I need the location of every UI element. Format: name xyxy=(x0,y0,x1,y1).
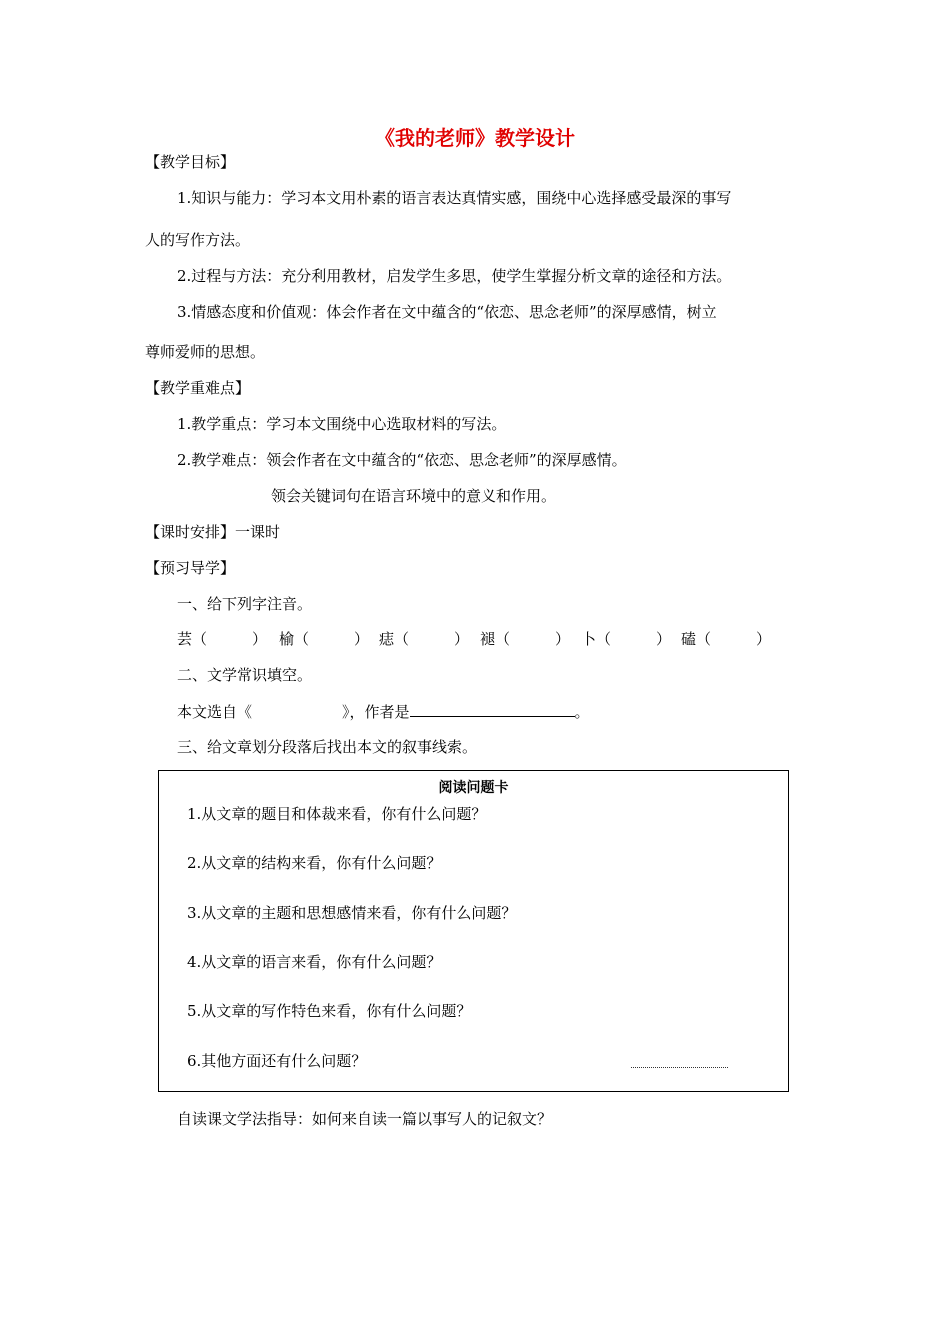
key-point-2-continued: 领会关键词句在语言环境中的意义和作用。 xyxy=(271,487,557,505)
author-blank[interactable] xyxy=(410,701,575,717)
preview-heading: 【预习导学】 xyxy=(145,559,236,577)
goal-3-line-2: 尊师爱师的思想。 xyxy=(145,343,266,361)
schedule: 【课时安排】一课时 xyxy=(145,523,281,541)
page-title: 《我的老师》教学设计 xyxy=(375,126,575,150)
card-question: 1.从文章的题目和体裁来看，你有什么问题？ xyxy=(187,805,487,823)
goal-1-line-2: 人的写作方法。 xyxy=(145,231,251,249)
pinyin-item: 榆（ ） xyxy=(279,630,370,648)
card-question: 3.从文章的主题和思想感情来看，你有什么问题？ xyxy=(187,904,517,922)
pinyin-item: 磕（ ） xyxy=(681,630,772,648)
card-question: 2.从文章的结构来看，你有什么问题？ xyxy=(187,854,442,872)
fill-in-end: 。 xyxy=(574,703,590,721)
pinyin-item: 卜（ ） xyxy=(581,630,672,648)
task-2: 二、文学常识填空。 xyxy=(177,666,313,684)
goals-heading: 【教学目标】 xyxy=(145,153,236,171)
card-question: 6.其他方面还有什么问题？ xyxy=(187,1052,367,1070)
fill-in-text: 本文选自《 》，作者是 xyxy=(177,703,410,721)
goal-1-line-1: 1.知识与能力：学习本文用朴素的语言表达真情实感，围绕中心选择感受最深的事写 xyxy=(177,189,732,207)
card-title: 阅读问题卡 xyxy=(438,780,509,796)
card-question: 5.从文章的写作特色来看，你有什么问题？ xyxy=(187,1002,472,1020)
fill-in-line xyxy=(177,701,590,722)
key-point-1: 1.教学重点：学习本文围绕中心选取材料的写法。 xyxy=(177,415,507,433)
answer-dotted-line xyxy=(631,1067,728,1068)
goal-2: 2.过程与方法：充分利用教材，启发学生多思，使学生掌握分析文章的途径和方法。 xyxy=(177,267,732,285)
key-point-2: 2.教学难点：领会作者在文中蕴含的“依恋、思念老师”的深厚感情。 xyxy=(177,451,627,469)
goal-3-line-1: 3.情感态度和价值观：体会作者在文中蕴含的“依恋、思念老师”的深厚感情，树立 xyxy=(177,303,717,321)
key-points-heading: 【教学重难点】 xyxy=(145,379,251,397)
card-question: 4.从文章的语言来看，你有什么问题？ xyxy=(187,953,442,971)
pinyin-item: 褪（ ） xyxy=(480,630,571,648)
task-1: 一、给下列字注音。 xyxy=(177,595,313,613)
pinyin-item: 痣（ ） xyxy=(379,630,470,648)
pinyin-item: 芸（ ） xyxy=(177,630,268,648)
reading-question-card xyxy=(158,770,789,1092)
task-3: 三、给文章划分段落后找出本文的叙事线索。 xyxy=(177,738,478,756)
self-study-guide: 自读课文学法指导：如何来自读一篇以事写人的记叙文？ xyxy=(177,1110,553,1128)
